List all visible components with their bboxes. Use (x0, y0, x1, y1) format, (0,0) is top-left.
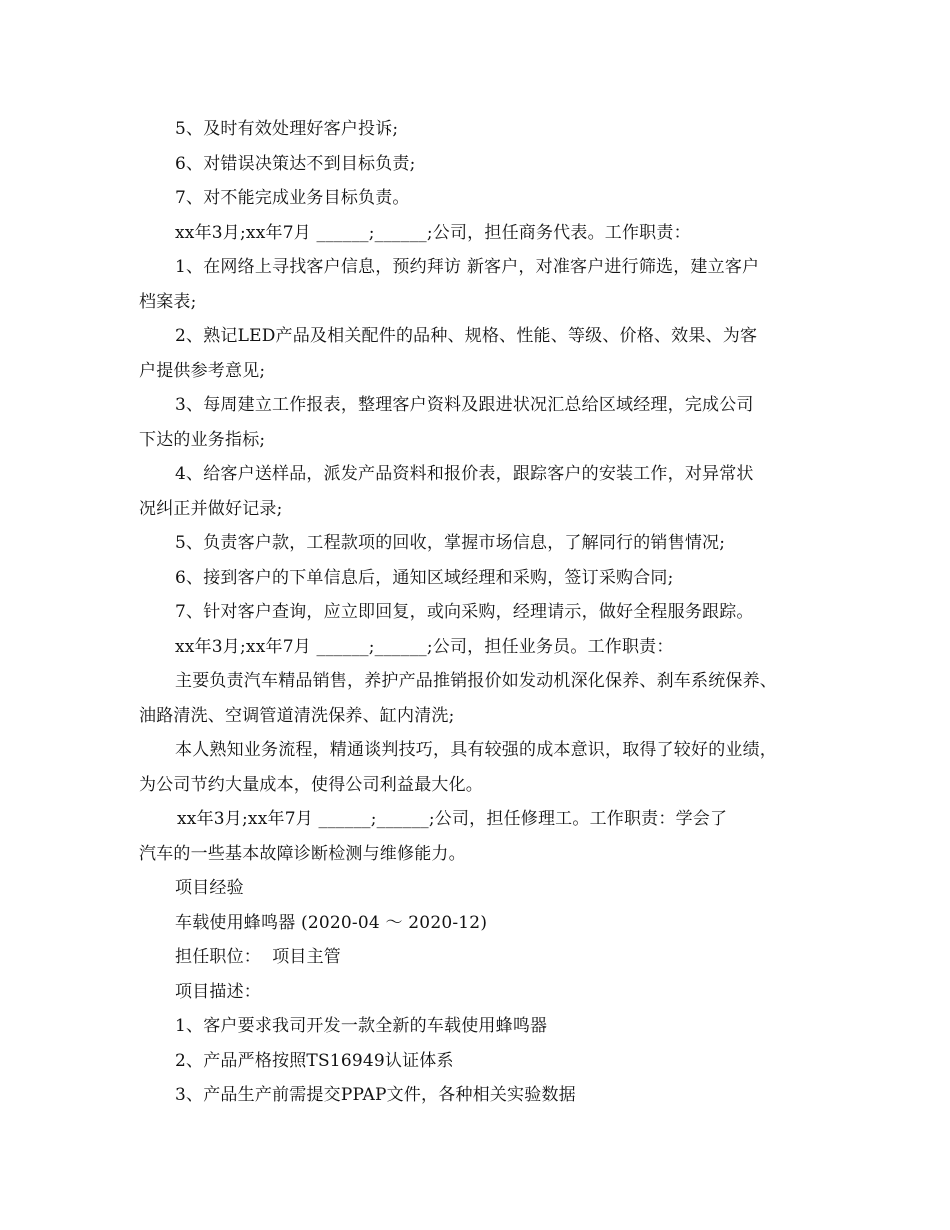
text-line: 5、及时有效处理好客户投诉; (175, 119, 399, 139)
text-line: 下达的业务指标; (139, 429, 266, 450)
text-line: 况纠正并做好记录; (139, 498, 283, 519)
project-title: 车载使用蜂鸣器 (2020-04 ～ 2020-12) (175, 912, 488, 933)
text-line: 7、对不能完成业务目标负责。 (175, 188, 410, 208)
text-line: xx年3月;xx年7月 ______;______;公司，担任业务员。工作职责： (175, 636, 674, 657)
text-line: 3、每周建立工作报表，整理客户资料及跟进状况汇总给区域经理，完成公司 (175, 395, 754, 415)
text-line: 5、负责客户款，工程款项的回收，掌握市场信息，了解同行的销售情况; (175, 533, 726, 553)
document-body (139, 112, 825, 1113)
project-description-label: 项目描述： (175, 981, 261, 1002)
text-line: 1、客户要求我司开发一款全新的车载使用蜂鸣器 (175, 1016, 548, 1036)
project-role: 担任职位： 项目主管 (175, 947, 342, 967)
text-line: 3、产品生产前需提交PPAP文件，各种相关实验数据 (175, 1085, 576, 1105)
text-line: 2、熟记LED产品及相关配件的品种、规格、性能、等级、价格、效果、为客 (175, 326, 758, 346)
section-heading: 项目经验 (175, 878, 244, 898)
text-line: 汽车的一些基本故障诊断检测与维修能力。 (139, 843, 466, 864)
text-line: xx年3月;xx年7月 ______;______;公司，担任修理工。工作职责：学会了 (177, 809, 728, 829)
text-line: 4、给客户送样品，派发产品资料和报价表，跟踪客户的安装工作，对异常状 (175, 464, 754, 484)
text-line: xx年3月;xx年7月 ______;______;公司，担任商务代表。工作职责： (175, 222, 691, 243)
text-line: 户提供参考意见; (139, 360, 266, 381)
text-line: 6、接到客户的下单信息后，通知区域经理和采购，签订采购合同; (175, 567, 674, 588)
text-line: 2、产品严格按照TS16949认证体系 (175, 1050, 454, 1071)
text-line: 6、对错误决策达不到目标负责; (175, 153, 416, 174)
text-line: 油路清洗、空调管道清洗保养、缸内清洗; (139, 705, 455, 726)
text-line: 档案表; (139, 291, 197, 312)
text-line: 1、在网络上寻找客户信息，预约拜访 新客户，对准客户进行筛选，建立客户 (175, 257, 760, 277)
text-line: 7、针对客户查询，应立即回复，或向采购，经理请示，做好全程服务跟踪。 (175, 602, 754, 622)
text-line: 本人熟知业务流程，精通谈判技巧，具有较强的成本意识，取得了较好的业绩， (175, 740, 777, 760)
text-line: 主要负责汽车精品销售，养护产品推销报价如发动机深化保养、刹车系统保养、 (175, 671, 777, 691)
text-line: 为公司节约大量成本，使得公司利益最大化。 (139, 774, 483, 795)
